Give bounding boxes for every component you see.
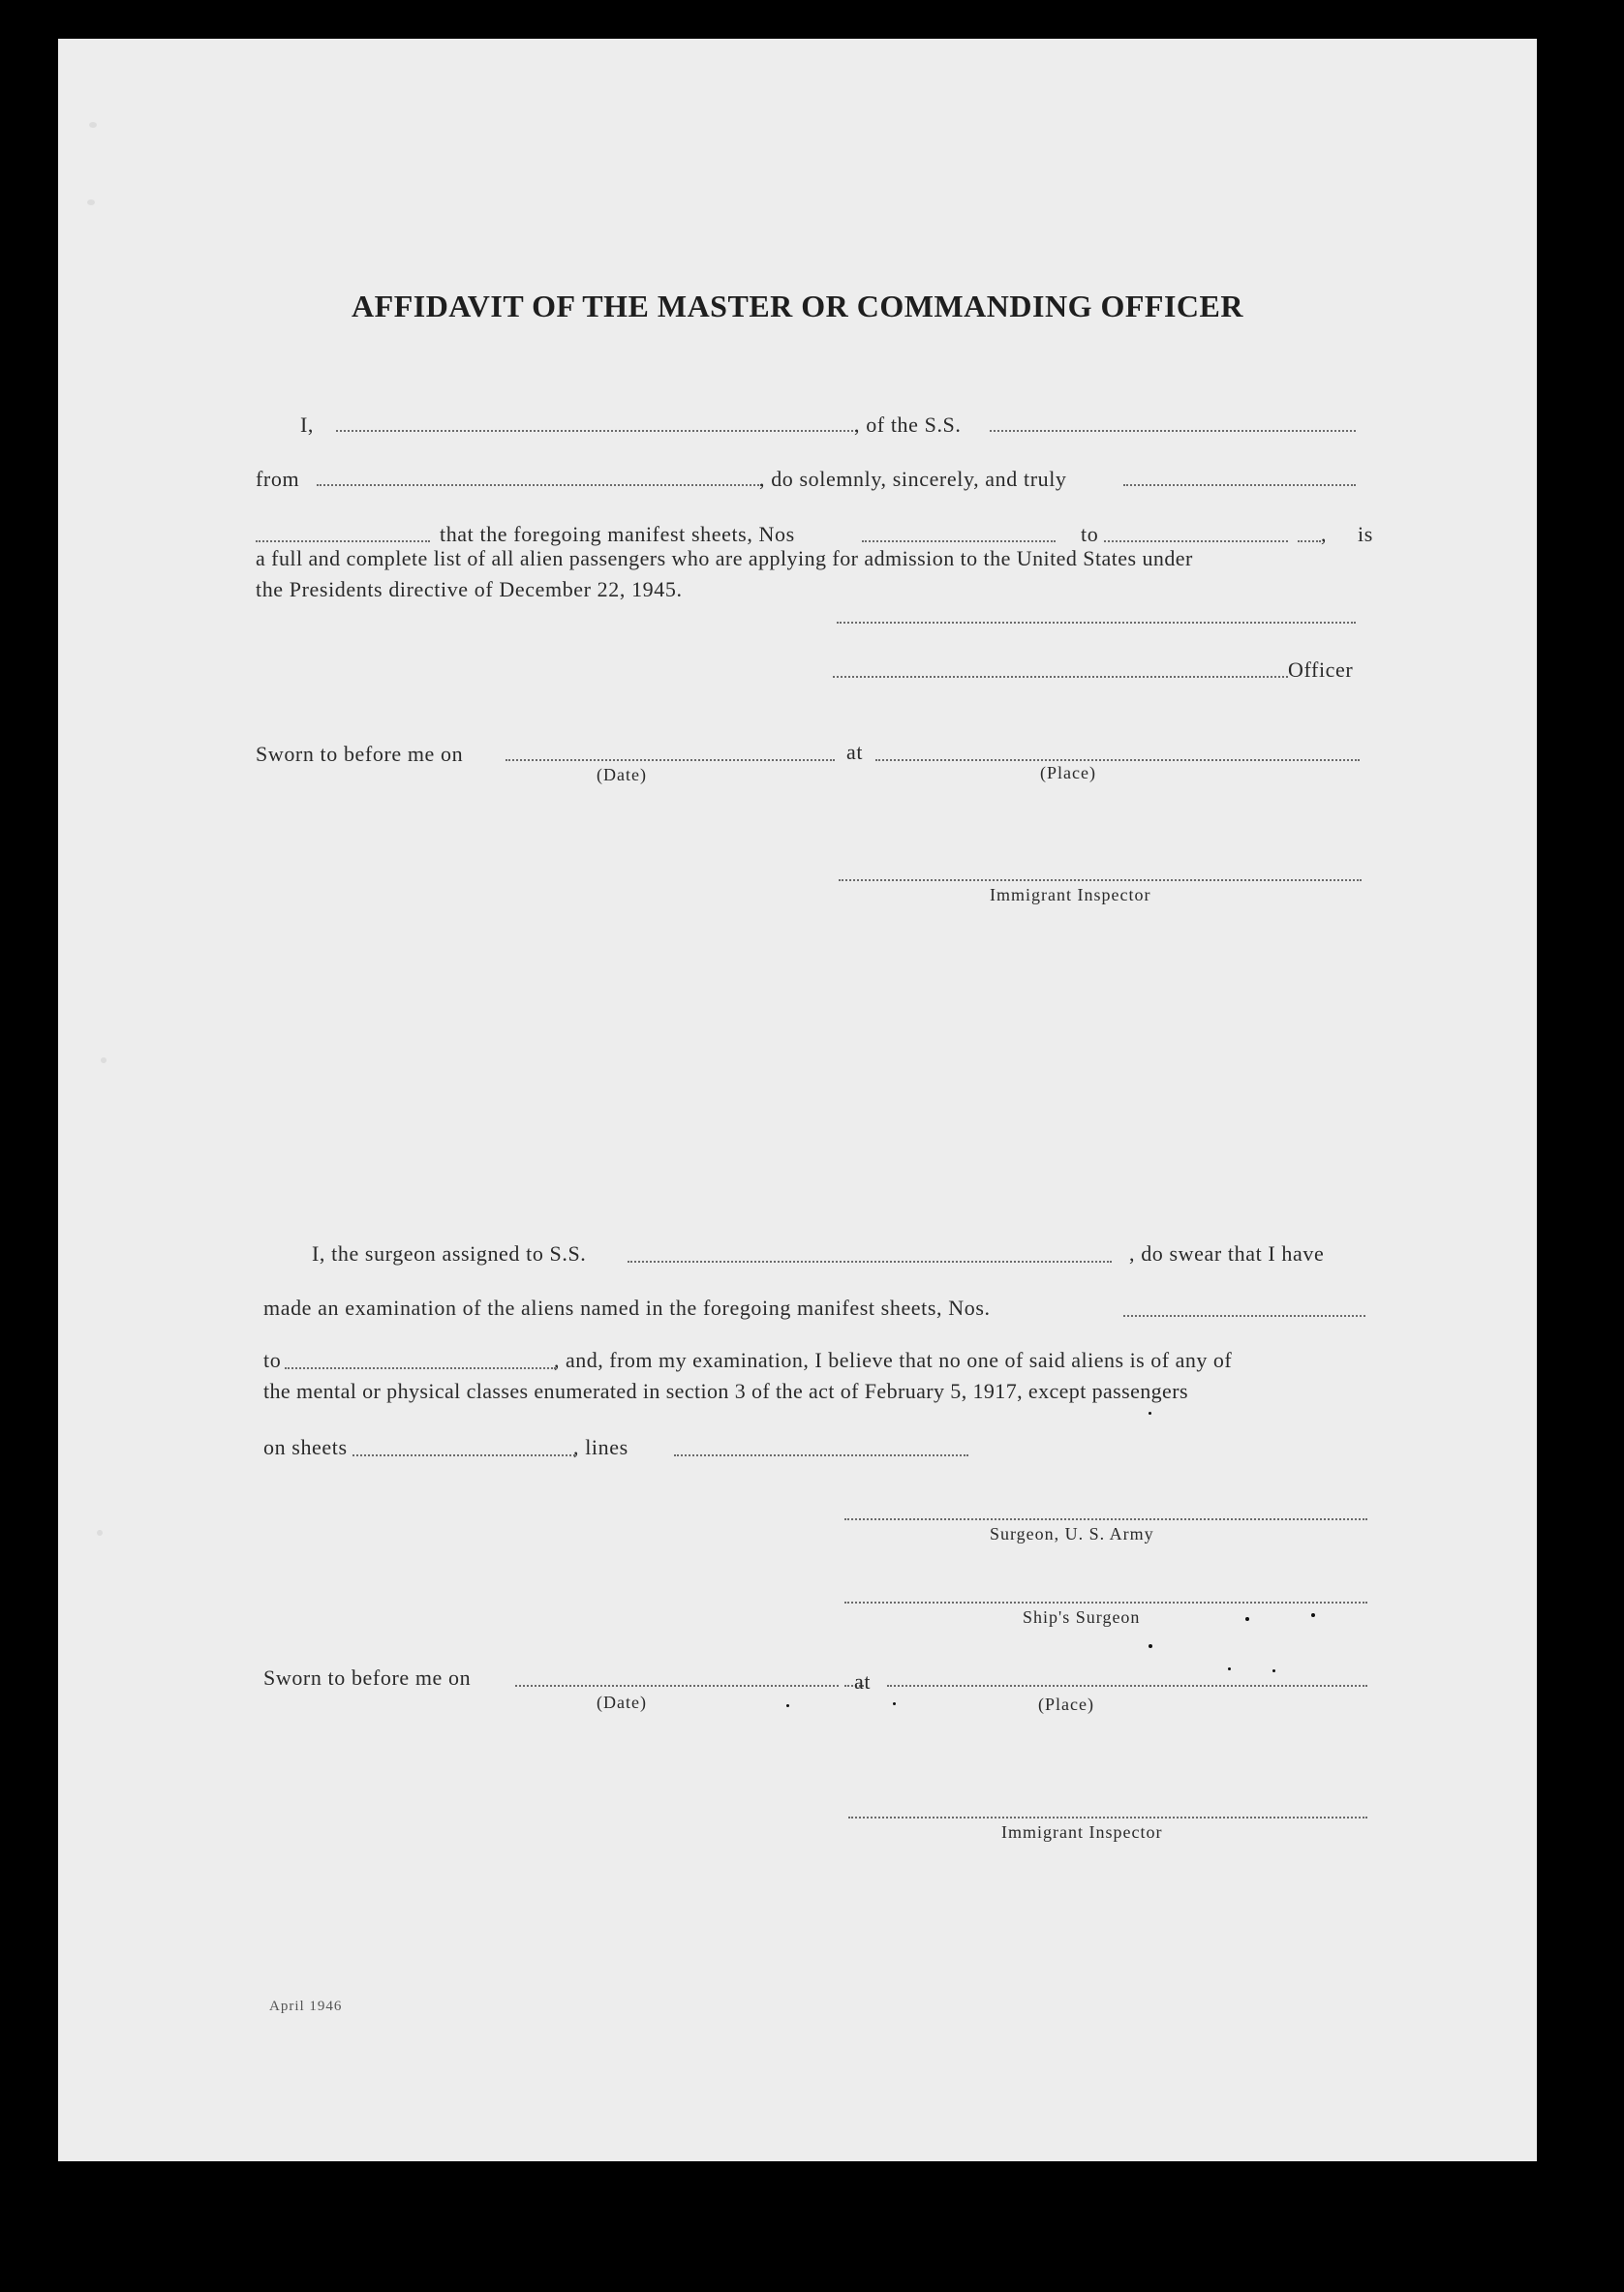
ship-surgeon-signature-line[interactable]: [844, 1602, 1367, 1604]
surgeon-lines-field[interactable]: [674, 1454, 968, 1456]
speck: [1311, 1613, 1315, 1617]
master-line3-to: to: [1081, 522, 1099, 546]
surgeon-sworn-date-field[interactable]: [515, 1685, 839, 1687]
master-paragraph-line1: a full and complete list of all alien passengers who are applying for admission to the United States under: [256, 546, 1193, 570]
master-nos-from-field[interactable]: [862, 540, 1056, 542]
surgeon-line2: made an examination of the aliens named in the foregoing manifest sheets, Nos.: [263, 1296, 991, 1320]
page-title: AFFIDAVIT OF THE MASTER OR COMMANDING OFFICER: [352, 289, 1243, 323]
master-line1-prefix: I,: [300, 413, 315, 437]
army-surgeon-label: Surgeon, U. S. Army: [990, 1524, 1154, 1543]
master-signature-line[interactable]: [837, 622, 1356, 624]
footer-date: April 1946: [269, 1999, 343, 2014]
speck: [1149, 1412, 1151, 1415]
speck: [89, 122, 97, 128]
master-nos-extra-field[interactable]: [1298, 540, 1321, 542]
master-paragraph-line2: the Presidents directive of December 22, 1945.: [256, 577, 683, 601]
ship-surgeon-label: Ship's Surgeon: [1023, 1607, 1141, 1627]
affidavit-form-sheet: [58, 39, 1537, 2161]
surgeon-sheets-field[interactable]: [352, 1454, 575, 1456]
master-sworn-date-field[interactable]: [506, 759, 835, 761]
master-inspector-signature-line[interactable]: [839, 879, 1362, 881]
master-line1-mid: , of the S.S.: [854, 413, 962, 437]
master-sworn-label: Sworn to before me on: [256, 742, 464, 766]
surgeon-nos-to-field[interactable]: [285, 1367, 556, 1369]
surgeon-sworn-label: Sworn to before me on: [263, 1666, 472, 1690]
surgeon-nos-from-field[interactable]: [1123, 1315, 1365, 1317]
surgeon-inspector-label: Immigrant Inspector: [1001, 1822, 1163, 1842]
master-inspector-label: Immigrant Inspector: [990, 885, 1151, 904]
speck: [101, 1057, 107, 1063]
speck: [786, 1704, 789, 1707]
surgeon-line1-prefix: I, the surgeon assigned to S.S.: [312, 1241, 587, 1266]
speck: [1149, 1644, 1152, 1648]
surgeon-line1-suffix: , do swear that I have: [1129, 1241, 1325, 1266]
master-line3-comma: ,: [1321, 522, 1328, 546]
army-surgeon-signature-line[interactable]: [844, 1518, 1367, 1520]
master-line3-text: that the foregoing manifest sheets, Nos: [440, 522, 795, 546]
surgeon-ship-field[interactable]: [628, 1261, 1112, 1263]
master-line2-prefix: from: [256, 467, 300, 491]
officer-label: Officer: [1288, 657, 1354, 682]
master-ship-field[interactable]: [990, 430, 1356, 432]
surgeon-sworn-place-field[interactable]: [887, 1685, 1367, 1687]
master-affirm-field[interactable]: [256, 540, 430, 542]
surgeon-line3-prefix: to: [263, 1348, 282, 1372]
master-line3-is: is: [1358, 522, 1373, 546]
speck: [1228, 1667, 1231, 1670]
master-from-field[interactable]: [317, 484, 762, 486]
speck: [1245, 1617, 1249, 1621]
speck: [893, 1702, 896, 1705]
master-date-caption: (Date): [597, 765, 647, 784]
surgeon-line5-mid: , lines: [573, 1435, 628, 1459]
master-place-caption: (Place): [1040, 763, 1096, 782]
surgeon-sworn-at: at: [854, 1669, 872, 1694]
surgeon-line4: the mental or physical classes enumerated in section 3 of the act of February 5, 1917, except passengers: [263, 1379, 1188, 1403]
surgeon-date-caption: (Date): [597, 1693, 647, 1712]
master-oath-field[interactable]: [1123, 484, 1356, 486]
surgeon-inspector-signature-line[interactable]: [848, 1817, 1367, 1818]
officer-signature-line[interactable]: [833, 676, 1288, 678]
master-name-field[interactable]: [336, 430, 857, 432]
master-nos-to-field[interactable]: [1104, 540, 1288, 542]
surgeon-place-caption: (Place): [1038, 1695, 1094, 1714]
master-sworn-at: at: [846, 740, 864, 764]
speck: [1272, 1669, 1275, 1672]
master-sworn-place-field[interactable]: [875, 759, 1360, 761]
surgeon-line3-suffix: , and, from my examination, I believe that no one of said aliens is of any of: [554, 1348, 1233, 1372]
master-line2-mid: , do solemnly, sincerely, and truly: [759, 467, 1067, 491]
speck: [87, 199, 95, 205]
speck: [97, 1530, 103, 1536]
surgeon-line5-prefix: on sheets: [263, 1435, 348, 1459]
